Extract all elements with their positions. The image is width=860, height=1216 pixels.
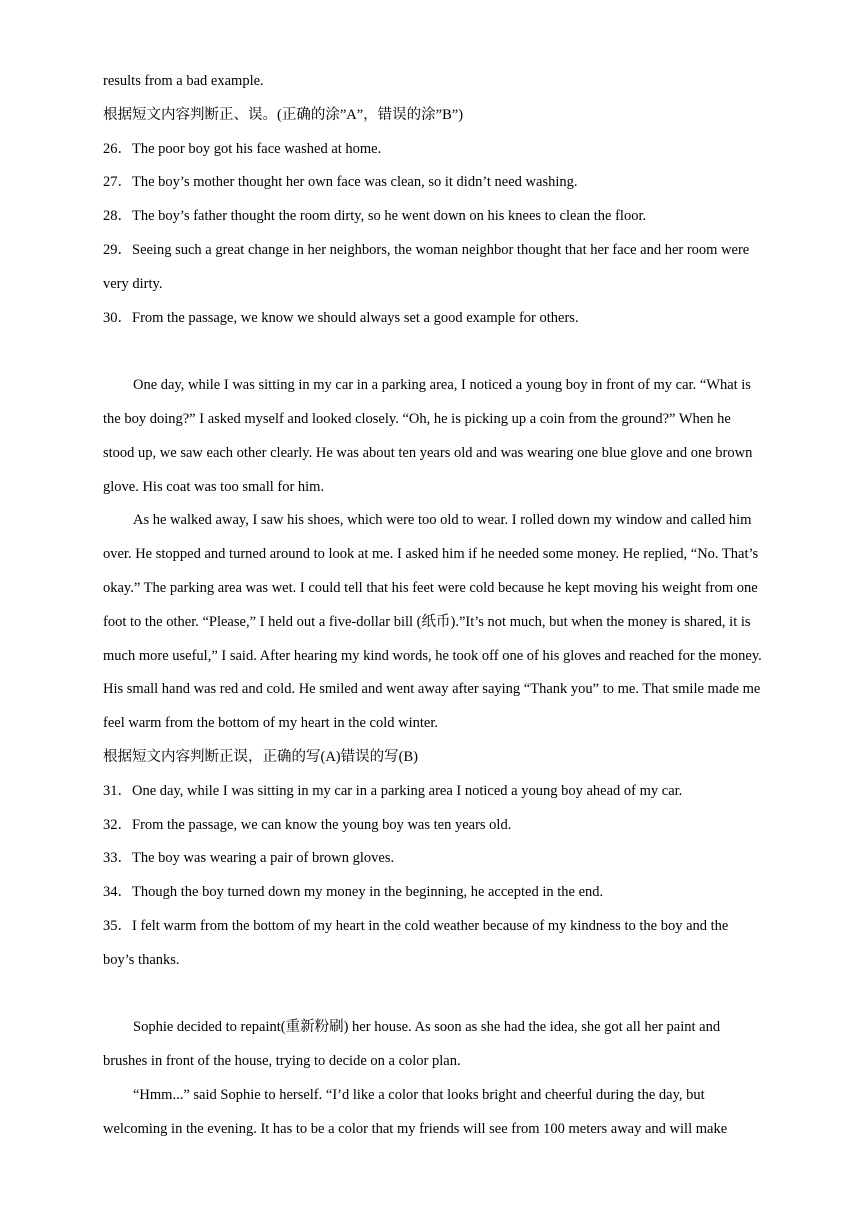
question-text: I felt warm from the bottom of my heart in the cold weather because of my kindness to the boy and the boy’s thanks. (103, 917, 729, 968)
question-number: 29． (103, 241, 132, 258)
passage-paragraph: Sophie decided to repaint(重新粉刷) her house. As soon as she had the idea, she got all her paint and brushes in front of the house, trying to decide on a color plan. (103, 1019, 721, 1070)
passage-tail: results from a bad example. (103, 73, 264, 89)
question-30 (103, 302, 763, 336)
passage-paragraph: “Hmm...” said Sophie to herself. “I’d like a color that looks bright and cheerful during the day, but welcoming in the evening. It has to be a color that my friends will see from 100 meters away and will make (103, 1086, 728, 1137)
question-33 (103, 842, 763, 876)
question-number: 30． (103, 309, 132, 326)
question-28 (103, 200, 763, 234)
document-page (103, 65, 763, 1147)
question-number: 26． (103, 140, 132, 157)
question-number: 32． (103, 816, 132, 833)
question-number: 27． (103, 174, 132, 191)
question-text: The poor boy got his face washed at home. (132, 140, 382, 157)
question-text: The boy was wearing a pair of brown gloves. (132, 850, 395, 867)
passage-paragraph: As he walked away, I saw his shoes, which were too old to wear. I rolled down my window and called him over. He stopped and turned around to look at me. I asked him if he needed some money. He replied, “No. That’s okay.” The parking area was wet. I could tell that his feet were cold because he kept moving his weight from one foot to the other. “Please,” I held out a five-dollar bill (纸币).”It’s not much, but when the money is shared, it is much more useful,” I said. After hearing my kind words, he took off one of his gloves and reached for the money. His small hand was red and cold. He smiled and went away after saying “Thank you” to me. That smile made me feel warm from the bottom of my heart in the cold winter. (103, 512, 762, 732)
question-text: The boy’s mother thought her own face was clean, so it didn’t need washing. (132, 174, 578, 191)
question-number: 28． (103, 208, 132, 225)
question-text: Though the boy turned down my money in the beginning, he accepted in the end. (132, 884, 604, 901)
question-text: One day, while I was sitting in my car in a parking area I noticed a young boy ahead of my car. (132, 782, 683, 799)
instruction-1: 根据短文内容判断正、误。(正确的涂”A”，错误的涂”B”) (103, 106, 464, 123)
question-31 (103, 775, 763, 809)
question-34 (103, 876, 763, 910)
question-35 (103, 910, 763, 978)
question-text: Seeing such a great change in her neighbors, the woman neighbor thought that her face and her room were very dirty. (103, 241, 750, 292)
question-text: The boy’s father thought the room dirty, so he went down on his knees to clean the floor. (132, 208, 647, 225)
instruction-2: 根据短文内容判断正误，正确的写(A)错误的写(B) (103, 748, 418, 765)
question-number: 33． (103, 850, 132, 867)
question-text: From the passage, we can know the young boy was ten years old. (132, 816, 512, 833)
passage-paragraph: One day, while I was sitting in my car in a parking area, I noticed a young boy in front of my car. “What is the boy doing?” I asked myself and looked closely. “Oh, he is picking up a coin from the ground?” When he stood up, we saw each other clearly. He was about ten years old and was wearing one blue glove and one brown glove. His coat was too small for him. (103, 377, 753, 495)
question-number: 35． (103, 917, 132, 934)
question-32 (103, 809, 763, 843)
question-26 (103, 133, 763, 167)
question-number: 34． (103, 884, 132, 901)
question-29 (103, 234, 763, 302)
spacer (103, 335, 763, 369)
question-27 (103, 166, 763, 200)
question-text: From the passage, we know we should always set a good example for others. (132, 309, 579, 326)
question-number: 31． (103, 782, 132, 799)
spacer (103, 978, 763, 1012)
